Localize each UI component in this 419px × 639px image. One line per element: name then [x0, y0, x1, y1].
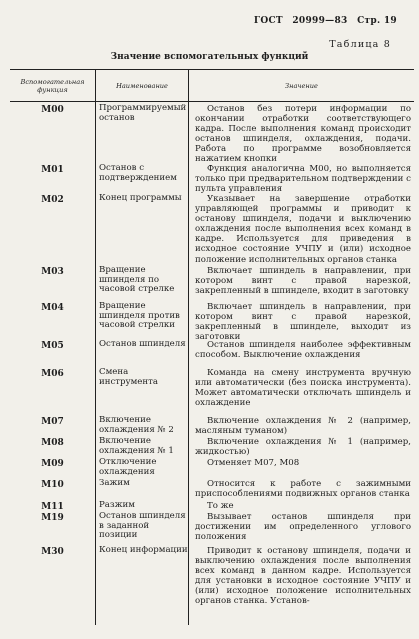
- function-name: Останов с подтверждением: [99, 163, 177, 183]
- table-row: [10, 546, 414, 612]
- function-name: Останов шпинделя в заданной позиции: [99, 511, 186, 541]
- table-row: [10, 416, 414, 437]
- function-code: М11: [41, 502, 64, 512]
- table-row: [10, 104, 414, 164]
- function-description: То же: [207, 501, 234, 511]
- page-number: Стр. 19: [357, 16, 397, 26]
- function-code: М01: [41, 165, 64, 175]
- table-body: [10, 104, 414, 612]
- function-description: Команда на смену инструмента вручную или автоматически (без поиска инструмента). Может автоматически отключать шпиндель и охлаждение: [195, 368, 411, 409]
- function-code: М06: [41, 369, 64, 379]
- function-description: Отменяет М07, М08: [207, 458, 300, 468]
- column-header-function: Вспомогательная функция: [20, 78, 85, 94]
- function-description: Вызывает останов шпинделя при достижении им определенного углового положения: [195, 512, 411, 543]
- function-code: М08: [41, 438, 64, 448]
- function-description: Включает шпиндель в направлении, при котором винт с правой нарезкой, закрепленный в шпинделе, входит в заготовку: [195, 266, 411, 297]
- page-header: [248, 16, 397, 26]
- column-header-name: Наименование: [116, 82, 168, 90]
- table-row: [10, 194, 414, 266]
- table-row: [10, 301, 414, 343]
- table-row: [10, 437, 414, 458]
- function-description: Указывает на завершение отработки управляющей программы и приводит к останову шпинделя, подачи и выключению охлаждения после выполнения всех команд в кадре. Используется для приведения в исходное состояние УЧПУ и (или) исходное положение исполнительных органов станка: [195, 194, 411, 265]
- function-code: М04: [41, 303, 64, 313]
- function-description: Включение охлаждения № 1 (например, жидкостью): [195, 437, 411, 458]
- function-name: Включение охлаждения № 2: [99, 415, 174, 435]
- function-name: Конец информации: [99, 545, 188, 555]
- function-code: М19: [41, 513, 64, 523]
- function-description: Относится к работе с зажимными приспособлениями подвижных органов станка: [195, 479, 411, 500]
- function-code: М05: [41, 341, 64, 351]
- table-row: [10, 479, 414, 501]
- table-row: [10, 368, 414, 416]
- function-name: Отключение охлаждения: [99, 457, 157, 477]
- table-row: [10, 512, 414, 546]
- table-row: [10, 164, 414, 194]
- function-description: Останов без потери информации по окончании отработки соответствующего кадра. После выполнения команд происходит останов шпинделя, охлаждения, подачи. Работа по программе возобновляется нажатием кнопки: [195, 104, 411, 165]
- table-title: Значение вспомогательных функций: [110, 52, 309, 62]
- function-name: Останов шпинделя: [99, 339, 186, 349]
- standard-number: 20999—83: [292, 16, 348, 26]
- function-name: Программируемый останов: [99, 103, 187, 123]
- header-bottom-rule: [10, 101, 414, 102]
- function-name: Конец программы: [99, 193, 182, 203]
- function-name: Вращение шпинделя по часовой стрелке: [99, 265, 175, 295]
- function-name: Разжим: [99, 500, 135, 510]
- function-description: Включает шпиндель в направлении, при котором винт с правой нарезкой, закрепленный в шпинделе, выходит из заготовки: [195, 302, 411, 343]
- function-name: Включение охлаждения № 1: [99, 436, 174, 456]
- function-name: Вращение шпинделя против часовой стрелки: [99, 301, 180, 331]
- function-name: Зажим: [99, 478, 130, 488]
- table-row: [10, 501, 414, 512]
- function-code: М07: [41, 417, 64, 427]
- header-top-rule: [10, 69, 414, 70]
- function-description: Функция аналогична М00, но выполняется только при предварительном подтверждении с пульта управления: [195, 164, 411, 195]
- table-label: Таблица 8: [329, 39, 391, 50]
- table-row: [10, 266, 414, 302]
- function-name: Смена инструмента: [99, 367, 158, 387]
- function-code: М03: [41, 267, 64, 277]
- function-code: М30: [41, 547, 64, 557]
- table-row: [10, 340, 414, 368]
- standard-label: ГОСТ: [253, 16, 283, 26]
- function-code: М09: [41, 459, 64, 469]
- function-code: М00: [41, 105, 64, 115]
- function-description: Приводит к останову шпинделя, подачи и выключению охлаждения после выполнения всех команд в данном кадре. Используется для установки в исходное состояние УЧПУ и (или) исходное положение исполнительных органов станка. Установ-: [195, 546, 411, 607]
- function-code: М10: [41, 480, 64, 490]
- function-code: М02: [41, 195, 64, 205]
- table-row: [10, 458, 414, 479]
- function-description: Включение охлаждения № 2 (например, масляным туманом): [195, 416, 411, 437]
- function-description: Останов шпинделя наиболее эффективным способом. Выключение охлаждения: [195, 340, 411, 361]
- column-header-meaning: Значение: [285, 82, 318, 90]
